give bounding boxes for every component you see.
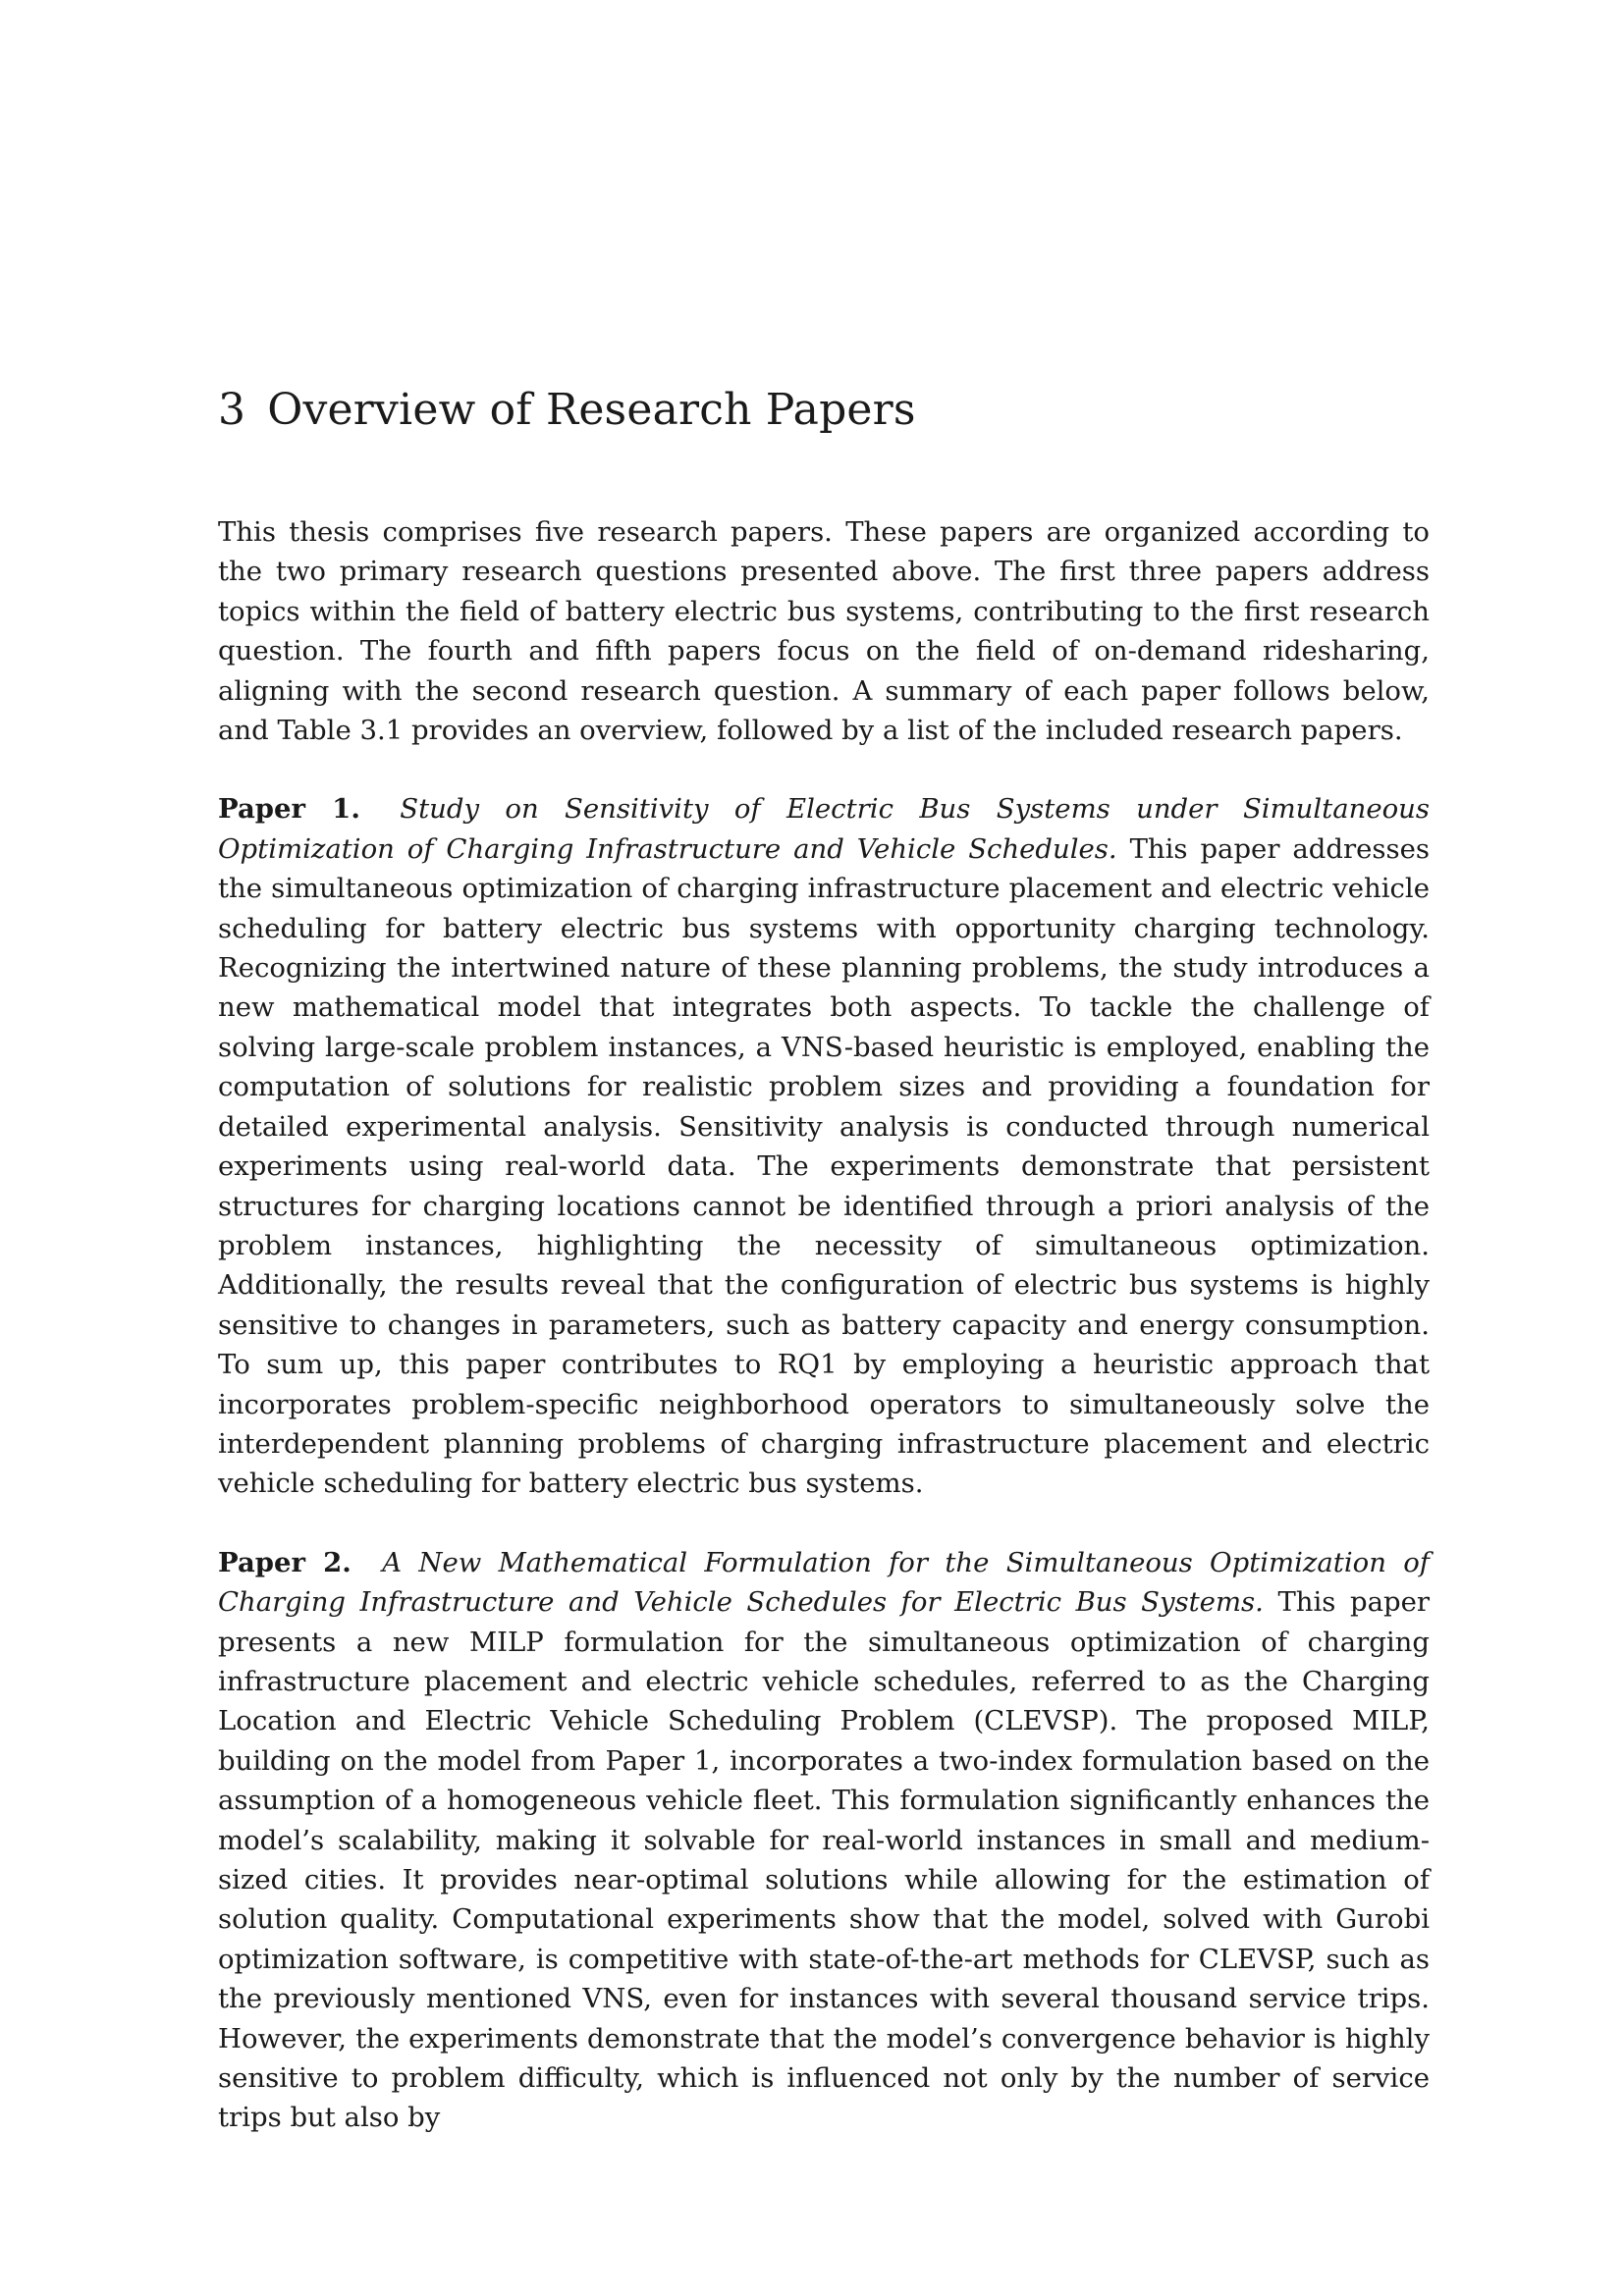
paper-title: A New Mathematical Formulation for the Simultaneous Optimization of Charging Infrastructure and Vehicle Schedules for Electric Bus Systems. bbox=[218, 1546, 1430, 1619]
chapter-title: Overview of Research Papers bbox=[267, 385, 916, 435]
chapter-number: 3 bbox=[218, 385, 246, 435]
page-content bbox=[218, 383, 1430, 2177]
paper-summary-2 bbox=[218, 1543, 1430, 2138]
paper-title: Study on Sensitivity of Electric Bus Systems under Simultaneous Optimization of Charging Infrastructure and Vehicle Schedules. bbox=[218, 793, 1430, 865]
paper-body: This paper presents a new MILP formulation for the simultaneous optimization of charging infrastructure placement and electric vehicle schedules, referred to as the Charging Location and Electric Vehicle Scheduling Problem (CLEVSP). The proposed MILP, building on the model from Paper 1, incorporates a two-index formulation based on the assumption of a homogeneous vehicle fleet. This formulation significantly enhances the model’s scalability, making it solvable for real-world instances in small and medium-sized cities. It provides near-optimal solutions while allowing for the estimation of solution quality. Computational experiments show that the model, solved with Gurobi optimization software, is competitive with state-of-the-art methods for CLEVSP, such as the previously mentioned VNS, even for instances with several thousand service trips. However, the experiments demonstrate that the model’s convergence behavior is highly sensitive to problem difficulty, which is influenced not only by the number of service trips but also by bbox=[218, 1586, 1430, 2134]
intro-paragraph: This thesis comprises five research papers. These papers are organized according to the two primary research questions presented above. The first three papers address topics within the field of battery electric bus systems, contributing to the first research question. The fourth and fifth papers focus on the field of on-demand ridesharing, aligning with the second research question. A summary of each paper follows below, and Table 3.1 provides an overview, followed by a list of the included research papers. bbox=[218, 516, 1430, 747]
paper-label: Paper 2. bbox=[218, 1546, 352, 1578]
paper-summary-1 bbox=[218, 789, 1430, 1503]
paper-body: This paper addresses the simultaneous optimization of charging infrastructure placement and electric vehicle scheduling for battery electric bus systems with opportunity charging technology. Recognizing the intertwined nature of these planning problems, the study introduces a new mathematical model that integrates both aspects. To tackle the challenge of solving large-scale problem instances, a VNS-based heuristic is employed, enabling the computation of solutions for realistic problem sizes and providing a foundation for detailed experimental analysis. Sensitivity analysis is conducted through numerical experiments using real-world data. The experiments demonstrate that persistent structures for charging locations cannot be identified through a priori analysis of the problem instances, highlighting the necessity of simultaneous optimization. Additionally, the results reveal that the configuration of electric bus systems is highly sensitive to changes in parameters, such as battery capacity and energy consumption. To sum up, this paper contributes to RQ1 by employing a heuristic approach that incorporates problem-specific neighborhood operators to simultaneously solve the interdependent planning problems of charging infrastructure placement and electric vehicle scheduling for battery electric bus systems. bbox=[218, 832, 1430, 1500]
chapter-heading bbox=[218, 383, 1430, 438]
paper-label: Paper 1. bbox=[218, 793, 360, 826]
